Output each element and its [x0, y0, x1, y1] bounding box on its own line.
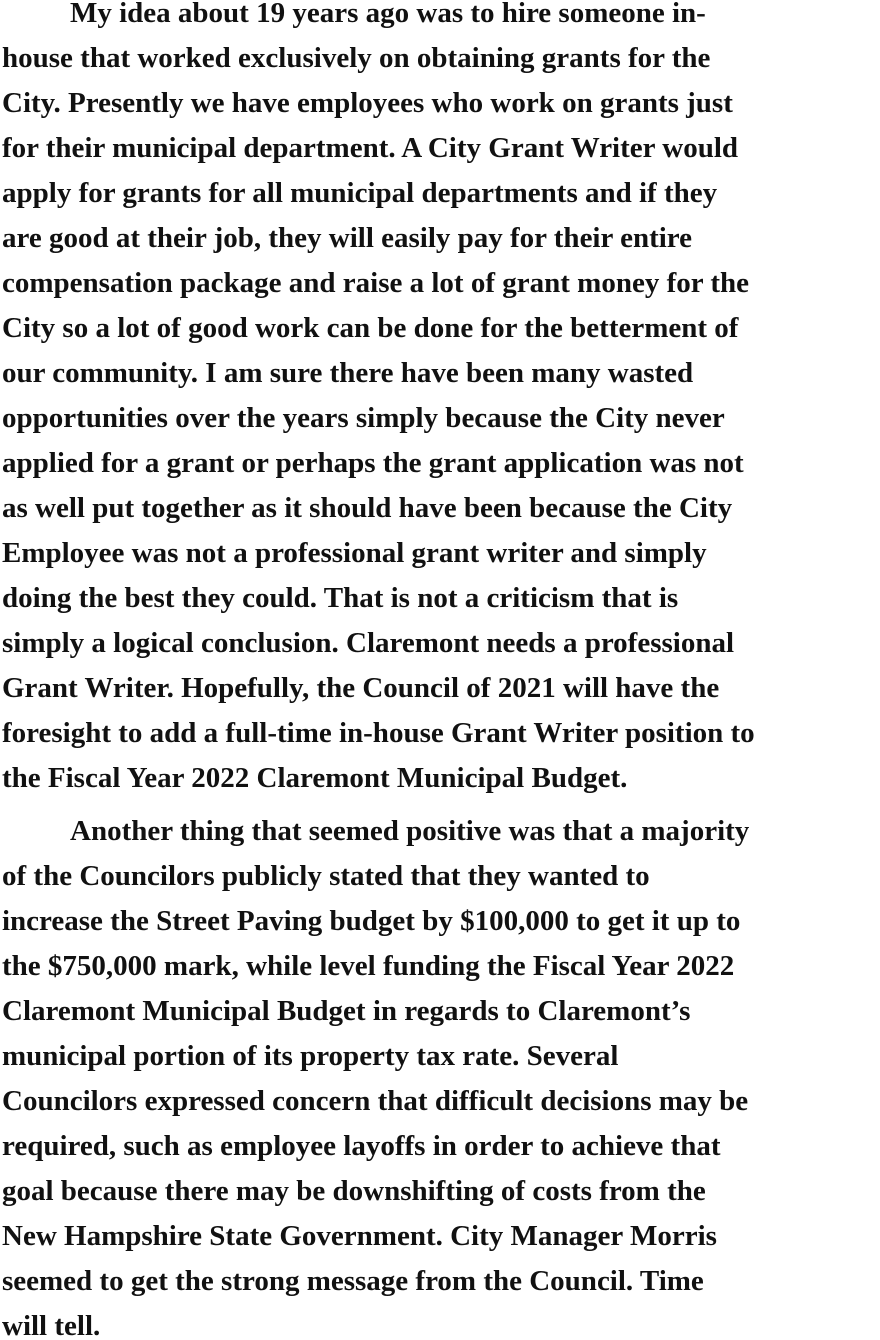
text-line: increase the Street Paving budget by $100,000 to get it up to — [2, 905, 741, 937]
text-line: simply a logical conclusion. Claremont needs a professional — [2, 627, 735, 659]
text-line: compensation package and raise a lot of grant money for the — [2, 267, 749, 299]
text-line: the $750,000 mark, while level funding the Fiscal Year 2022 — [2, 950, 735, 982]
text-line: My idea about 19 years ago was to hire someone in- — [70, 0, 706, 29]
text-line: will tell. — [2, 1310, 101, 1340]
text-line: applied for a grant or perhaps the grant application was not — [2, 447, 744, 479]
text-line: doing the best they could. That is not a criticism that is — [2, 582, 679, 614]
text-line: for their municipal department. A City Grant Writer would — [2, 132, 739, 164]
text-line: Councilors expressed concern that difficult decisions may be — [2, 1085, 749, 1117]
text-line: Claremont Municipal Budget in regards to Claremont’s — [2, 995, 691, 1027]
text-line: are good at their job, they will easily pay for their entire — [2, 222, 693, 254]
text-line: foresight to add a full-time in-house Grant Writer position to — [2, 717, 755, 749]
text-line: Another thing that seemed positive was that a majority — [70, 815, 750, 847]
text-line: seemed to get the strong message from the Council. Time — [2, 1265, 704, 1297]
text-line: as well put together as it should have been because the City — [2, 492, 733, 524]
text-line: Grant Writer. Hopefully, the Council of 2021 will have the — [2, 672, 720, 704]
text-line: Employee was not a professional grant writer and simply — [2, 537, 707, 569]
text-line: apply for grants for all municipal departments and if they — [2, 177, 718, 209]
text-line: New Hampshire State Government. City Manager Morris — [2, 1220, 717, 1252]
text-line: the Fiscal Year 2022 Claremont Municipal Budget. — [2, 762, 628, 794]
text-line: City so a lot of good work can be done for the betterment of — [2, 312, 739, 344]
text-line: municipal portion of its property tax rate. Several — [2, 1040, 619, 1072]
text-line: of the Councilors publicly stated that they wanted to — [2, 860, 650, 892]
text-line: opportunities over the years simply because the City never — [2, 402, 725, 434]
text-line: goal because there may be downshifting of costs from the — [2, 1175, 706, 1207]
text-line: house that worked exclusively on obtaining grants for the — [2, 42, 711, 74]
text-line: City. Presently we have employees who work on grants just — [2, 87, 733, 119]
text-line: required, such as employee layoffs in order to achieve that — [2, 1130, 721, 1162]
text-line: our community. I am sure there have been many wasted — [2, 357, 694, 389]
